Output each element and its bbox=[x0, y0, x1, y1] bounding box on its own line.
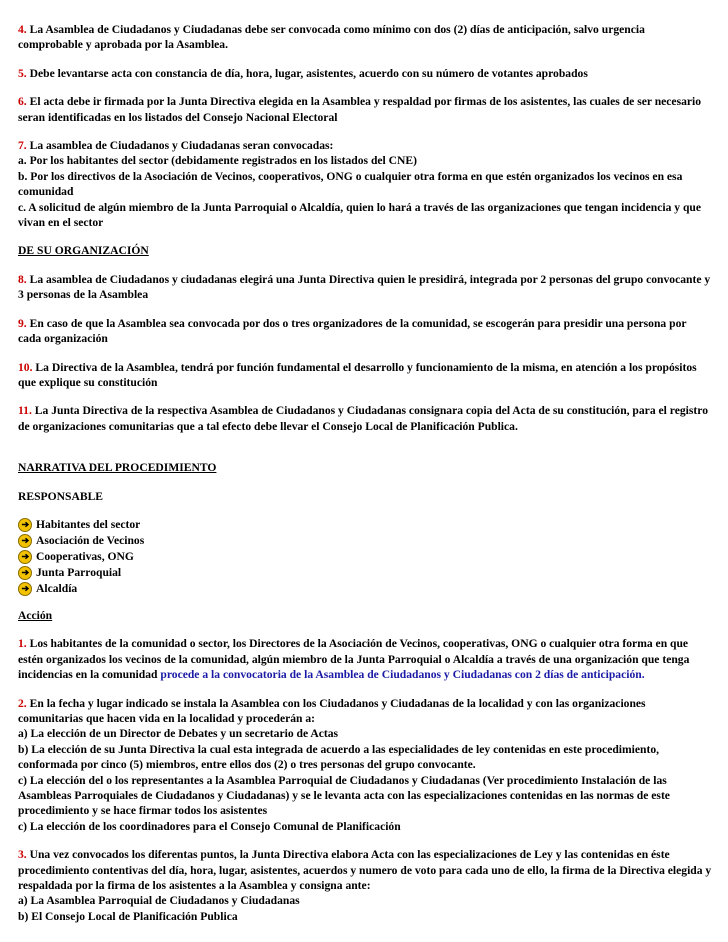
item-number: 10. bbox=[18, 360, 33, 374]
paragraph-text: En caso de que la Asamblea sea convocada por dos o tres organizadores de la comunidad, se escogerán para presidir una persona por cada organización bbox=[18, 316, 687, 346]
sub-item: a) La Asamblea Parroquial de Ciudadanos y Ciudadanas bbox=[18, 894, 300, 908]
paragraph-9 bbox=[18, 316, 712, 347]
sub-item: c. A solicitud de algún miembro de la Junta Parroquial o Alcaldía, quien lo hará a través de las organizaciones que tengan incidencia y que vivan en el sector bbox=[18, 200, 702, 230]
list-item bbox=[18, 517, 712, 533]
item-number: 8. bbox=[18, 272, 27, 286]
item-number: 4. bbox=[18, 23, 27, 36]
paragraph-text: La Junta Directiva de la respectiva Asamblea de Ciudadanos y Ciudadanas consignara copia del Acta de su constitución, para el registro de organizaciones comunitarias que a tal efecto debe llevar el Consejo Local de Planificación Publica. bbox=[18, 404, 708, 433]
arrow-right-icon bbox=[18, 534, 32, 548]
section-heading-organizacion: DE SU ORGANIZACIÓN bbox=[18, 244, 149, 258]
item-number: 9. bbox=[18, 316, 27, 330]
sub-item: a) La elección de un Director de Debates y un secretario de Actas bbox=[18, 727, 339, 741]
paragraph-6 bbox=[18, 94, 712, 125]
responsables-list bbox=[18, 517, 712, 597]
paragraph-text: La Asamblea de Ciudadanos y Ciudadanas debe ser convocada como mínimo con dos (2) días de anticipación, salvo urgencia comprobable y aprobada por la Asamblea. bbox=[18, 23, 645, 52]
paragraph-8 bbox=[18, 272, 712, 303]
arrow-right-icon bbox=[18, 518, 32, 532]
paragraph-11 bbox=[18, 403, 712, 434]
action-2 bbox=[18, 696, 712, 835]
section-heading-accion: Acción bbox=[18, 608, 53, 622]
item-number: 1. bbox=[18, 637, 27, 651]
paragraph-text: La asamblea de Ciudadanos y ciudadanas elegirá una Junta Directiva quien le presidirá, integrada por 2 personas del grupo convocante y 3 personas de la Asamblea bbox=[18, 272, 711, 302]
paragraph-text: Una vez convocados los diferentas puntos, la Junta Directiva elabora Acta con las especializaciones de Ley y las contenidas en éste procedimiento contentivas del día, hora, lugar, asistentes, acuerdos y numero de voto para cada uno de ello, la firma de la Directiva elegida y respaldada por la firma de los asistentes a la Asamblea y consigna ante: bbox=[18, 848, 712, 893]
sub-item: b. Por los directivos de la Asociación de Vecinos, cooperativos, ONG o cualquier otra forma en que estén organizados los vecinos en esa comunidad bbox=[18, 169, 683, 199]
list-item bbox=[18, 549, 712, 565]
sub-item: c) La elección de los coordinadores para el Consejo Comunal de Planificación bbox=[18, 819, 401, 833]
paragraph-4 bbox=[18, 22, 712, 53]
paragraph-text: Debe levantarse acta con constancia de día, hora, lugar, asistentes, acuerdo con su número de votantes aprobados bbox=[29, 66, 588, 80]
list-item-label: Cooperativas, ONG bbox=[36, 550, 134, 564]
sub-item: b) El Consejo Local de Planificación Publica bbox=[18, 909, 238, 923]
paragraph-10 bbox=[18, 360, 712, 391]
paragraph-7 bbox=[18, 138, 712, 230]
item-number: 6. bbox=[18, 95, 27, 109]
sub-item: b) La elección de su Junta Directiva la cual esta integrada de acuerdo a las especialidades de ley contenidas en este procedimiento, conformada por cinco (5) miembros, entre ellos dos (2) o tres personas del grupo convocante. bbox=[18, 742, 660, 772]
sub-item: c) La elección del o los representantes a la Asamblea Parroquial de Ciudadanos y Ciudadanas (Ver procedimiento Instalación de las Asambleas Parroquiales de Ciudadanos y Ciudadanas) y se le levanta acta con las especializaciones contenidas en las normas de este procedimiento y se hace firmar todos los asistentes bbox=[18, 773, 670, 818]
list-item bbox=[18, 565, 712, 581]
paragraph-text: La asamblea de Ciudadanos y Ciudadanas seran convocadas: bbox=[29, 139, 334, 153]
paragraph-text: Los habitantes de la comunidad o sector, los Directores de la Asociación de Vecinos, cooperativas, ONG o cualquier otra forma en que estén organizados los vecinos de la comunidad, algún miembro de la Junta Parroquial o Alcaldía a través de una organización que tenga incidencias en la comunidad bbox=[18, 637, 690, 682]
item-number: 11. bbox=[18, 404, 32, 418]
list-item bbox=[18, 581, 712, 597]
paragraph-text: El acta debe ir firmada por la Junta Directiva elegida en la Asamblea y respaldad por firmas de los asistentes, las cuales de ser necesario seran identificadas en los listados del Consejo Nacional Electoral bbox=[18, 95, 702, 124]
list-item-label: Alcaldía bbox=[36, 582, 78, 596]
arrow-right-icon bbox=[18, 582, 32, 596]
paragraph-text: La Directiva de la Asamblea, tendrá por función fundamental el desarrollo y funcionamiento de la misma, en atención a los propósitos que explique su constitución bbox=[18, 360, 697, 389]
sub-item: a. Por los habitantes del sector (debidamente registrados en los listados del CNE) bbox=[18, 154, 418, 168]
action-1 bbox=[18, 636, 712, 682]
arrow-right-icon bbox=[18, 550, 32, 564]
item-number: 3. bbox=[18, 848, 27, 862]
section-heading-responsable: RESPONSABLE bbox=[18, 489, 104, 503]
arrow-right-icon bbox=[18, 566, 32, 580]
list-item-label: Junta Parroquial bbox=[36, 566, 122, 580]
highlighted-text: procede a la convocatoria de la Asamblea de Ciudadanos y Ciudadanas con 2 días de anticipación. bbox=[160, 668, 645, 682]
list-item-label: Habitantes del sector bbox=[36, 518, 141, 532]
paragraph-text: En la fecha y lugar indicado se instala la Asamblea con los Ciudadanos y Ciudadanas de la localidad y con las organizaciones comunitarias que hacen vida en la localidad y procederán a: bbox=[18, 696, 646, 725]
action-3 bbox=[18, 847, 712, 924]
item-number: 7. bbox=[18, 139, 27, 153]
list-item bbox=[18, 533, 712, 549]
item-number: 5. bbox=[18, 66, 27, 80]
item-number: 2. bbox=[18, 696, 27, 710]
list-item-label: Asociación de Vecinos bbox=[36, 534, 145, 548]
section-heading-narrativa: NARRATIVA DEL PROCEDIMIENTO bbox=[18, 461, 217, 475]
paragraph-5 bbox=[18, 66, 712, 81]
